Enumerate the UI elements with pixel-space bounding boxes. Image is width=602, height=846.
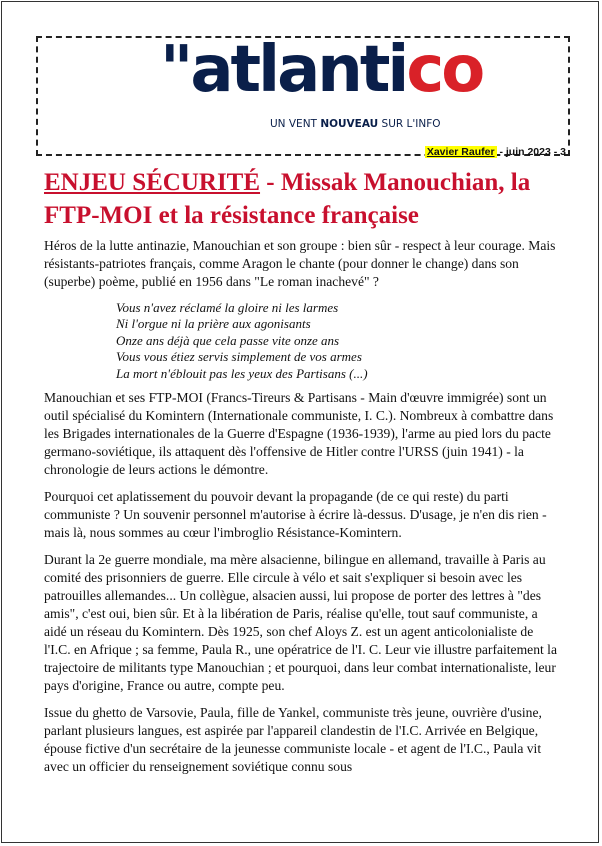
poem-line: Onze ans déjà que cela passe vite onze ans bbox=[116, 332, 340, 348]
title-kicker: ENJEU SÉCURITÉ bbox=[44, 169, 261, 196]
poem-quote bbox=[116, 300, 562, 382]
poem-line: La mort n'éblouit pas les yeux des Partisans (...) bbox=[116, 365, 368, 381]
article-body bbox=[44, 237, 562, 785]
byline bbox=[425, 146, 566, 158]
body-paragraph: Issue du ghetto de Varsovie, Paula, fille de Yankel, communiste très jeune, ouvrière d'usine, parlant plusieurs langues, est aspirée par l'appareil clandestin de l'I.C. Arrivée en Belgique, épouse fictive d'un secrétaire de la jeunesse communiste locale - et agent de l'I.C., Paula vit avec un officier du renseignement soviétique connu sous bbox=[44, 705, 542, 775]
title-rest: - Missak Manouchian, la FTP-MOI et la résistance française bbox=[44, 169, 531, 229]
author-name[interactable]: Xavier Raufer bbox=[426, 146, 495, 158]
body-paragraph: Manouchian et ses FTP-MOI (Francs-Tireurs & Partisans - Main d'œuvre immigrée) sont un outil spécialisé du Komintern (Internationale communiste, I. C.). Nombreux à combattre dans les Brigades internationales de la Guerre d'Espagne (1936-1939), l'arme au pied lors du pacte germano-soviétique, ils attaquent dès l'offensive de Hitler contre l'URSS (juin 1941) - la chronologie de leurs actions le démontre. bbox=[44, 390, 554, 478]
article-title bbox=[44, 166, 574, 232]
poem-line: Vous vous étiez servis simplement de vos armes bbox=[116, 349, 362, 365]
atlantico-logo[interactable] bbox=[160, 33, 483, 130]
body-paragraph: Pourquoi cet aplatissement du pouvoir devant la propagande (de ce qui reste) du parti communiste ? Un souvenir personnel m'autorise à écrire là-dessus. D'usage, je n'en dis rien - mais là, nous sommes au cœur l'imbroglio Résistance-Komintern. bbox=[44, 489, 547, 541]
poem-line: Vous n'avez réclamé la gloire ni les larmes bbox=[116, 300, 339, 315]
intro-paragraph: Héros de la lutte antinazie, Manouchian et son groupe : bien sûr - respect à leur courage. Mais résistants-patriotes français, comme Aragon le chante (pour donner le change) dans son (superbe) poème, publié en 1956 dans "Le roman inachevé" ? bbox=[44, 238, 556, 289]
logo-wordmark: "atlantico bbox=[160, 33, 483, 107]
poem-line: Ni l'orgue ni la prière aux agonisants bbox=[116, 316, 311, 332]
body-paragraph: Durant la 2e guerre mondiale, ma mère alsacienne, bilingue en allemand, travaille à Paris au comité des prisonniers de guerre. Elle circule à vélo et sait s'expliquer si besoin avec les patrouilles allemandes... Un collègue, alsacien aussi, lui propose de porter des lettres à "des amis", c'est oui, bien sûr. Et à la libération de Paris, réalise qu'elle, tout sauf communiste, a aidé un réseau du Komintern. Dès 1925, son chef Aloys Z. est un agent anticolonialiste de l'I.C. en Afrique ; sa femme, Paula R., une opératrice de l'I. C. Leur vie illustre parfaitement la trajectoire de militants type Manouchian ; et pourquoi, dans leur combat internationaliste, leur pays d'origine, France ou autre, compte peu. bbox=[44, 552, 557, 694]
logo-tagline: UN VENT NOUVEAU SUR L'INFO bbox=[270, 118, 441, 130]
byline-date: - juin 2023 - 3 bbox=[496, 146, 566, 158]
